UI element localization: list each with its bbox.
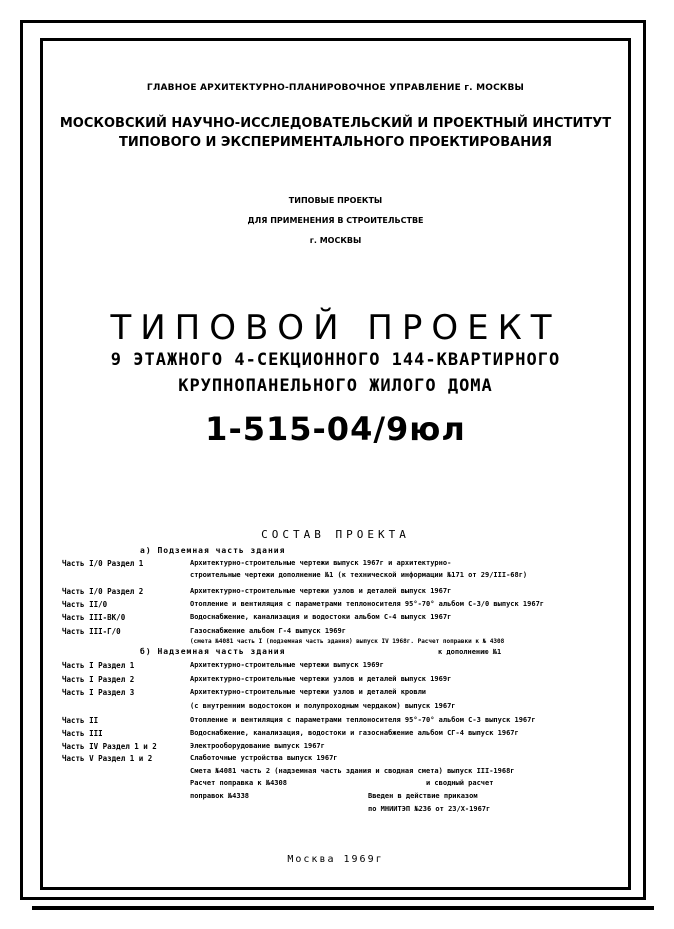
- series-line-2: ДЛЯ ПРИМЕНЕНИЯ В СТРОИТЕЛЬСТВЕ: [247, 216, 424, 225]
- section-b-row: [62, 742, 622, 754]
- row-text: (с внутренним водостоком и полупроходным чердаком) выпуск 1967г: [190, 702, 456, 710]
- section-a-row: [62, 571, 622, 583]
- row-text: строительные чертежи дополнение №1 (к технической информации №171 от 29/III-68г): [190, 571, 528, 579]
- project-title: ТИПОВОЙ ПРОЕКТ: [110, 308, 561, 348]
- frame-shadow: [32, 906, 654, 910]
- amendments-note: поправок №4338: [190, 792, 250, 800]
- row-text: Слаботочные устройства выпуск 1967г: [190, 754, 338, 762]
- row-part: Часть I/0 Раздел 1: [62, 559, 144, 568]
- section-b-row: [62, 767, 622, 779]
- order-line-2: по МНИИТЭП №236 от 23/X-1967г: [368, 805, 491, 813]
- section-a-row: [62, 600, 622, 612]
- project-code: 1-515-04/9юл: [205, 410, 466, 448]
- section-b-row: [62, 702, 622, 714]
- institute-line-1: МОСКОВСКИЙ НАУЧНО-ИССЛЕДОВАТЕЛЬСКИЙ И ПРОЕКТНЫЙ ИНСТИТУТ: [59, 116, 612, 131]
- section-b-row: [62, 729, 622, 741]
- composition-heading: СОСТАВ ПРОЕКТА: [261, 528, 410, 541]
- section-a-row: [62, 559, 622, 571]
- row-text: Архитектурно-строительные чертежи выпуск 1969г: [190, 661, 384, 669]
- row-part: Часть I Раздел 1: [62, 661, 135, 670]
- row-text: Отопление и вентиляция с параметрами теплоносителя 95°-70° альбом С-3 выпуск 1967г: [190, 716, 536, 724]
- section-a-row: [62, 587, 622, 599]
- series-line-1: ТИПОВЫЕ ПРОЕКТЫ: [288, 196, 383, 205]
- section-b-row: [62, 716, 622, 728]
- project-subtitle-1: 9 ЭТАЖНОГО 4-СЕКЦИОННОГО 144-КВАРТИРНОГО: [110, 350, 561, 370]
- section-b-row: [62, 754, 622, 766]
- directorate-heading: ГЛАВНОЕ АРХИТЕКТУРНО-ПЛАНИРОВОЧНОЕ УПРАВЛЕНИЕ г. МОСКВЫ: [146, 83, 525, 93]
- row-part: Часть V Раздел 1 и 2: [62, 754, 153, 763]
- row-text: Водоснабжение, канализация и водостоки альбом С-4 выпуск 1967г: [190, 613, 452, 621]
- row-part: Часть III: [62, 729, 103, 738]
- section-b-heading: б) Надземная часть здания: [140, 647, 286, 656]
- row-text: Архитектурно-строительные чертежи узлов и деталей выпуск 1969г: [190, 675, 452, 683]
- row-part: Часть II: [62, 716, 99, 725]
- section-b-row: [62, 661, 622, 673]
- row-text: Архитектурно-строительные чертежи узлов и деталей кровли: [190, 688, 427, 696]
- row-part: Часть IV Раздел 1 и 2: [62, 742, 157, 751]
- project-subtitle-2: КРУПНОПАНЕЛЬНОГО ЖИЛОГО ДОМА: [178, 376, 493, 396]
- row-part: Часть II/0: [62, 600, 108, 609]
- city-year: Москва 1969г: [287, 854, 384, 865]
- row-part: Часть I/0 Раздел 2: [62, 587, 144, 596]
- row-text: Архитектурно-строительные чертежи выпуск 1967г и архитектурно-: [190, 559, 452, 567]
- section-a-row: [62, 613, 622, 625]
- section-b-row: [62, 688, 622, 700]
- row-text: Архитектурно-строительные чертежи узлов и деталей выпуск 1967г: [190, 587, 452, 595]
- row-part: Часть I Раздел 3: [62, 688, 135, 697]
- consolidated-calculation: и сводный расчет: [426, 779, 494, 787]
- row-part: Часть III-Г/0: [62, 627, 121, 636]
- row-text: Расчет поправка к №4308: [190, 779, 287, 787]
- row-text: Отопление и вентиляция с параметрами теплоносителя 95°-70° альбом С-3/0 выпуск 1967г: [190, 600, 545, 608]
- section-b-row: [62, 779, 622, 791]
- estimate-note: (смета №4081 часть I (подземная часть здания) выпуск IV 1968г. Расчет поправки к № 4308: [190, 638, 505, 645]
- row-text: Газоснабжение альбом Г-4 выпуск 1969г: [190, 627, 346, 635]
- series-line-3: г. МОСКВЫ: [309, 236, 362, 245]
- row-text: Электрооборудование выпуск 1967г: [190, 742, 325, 750]
- institute-line-2: ТИПОВОГО И ЭКСПЕРИМЕНТАЛЬНОГО ПРОЕКТИРОВАНИЯ: [119, 135, 552, 150]
- row-part: Часть III-ВК/0: [62, 613, 126, 622]
- row-text: Смета №4081 часть 2 (надземная часть здания и сводная смета) выпуск III-1968г: [190, 767, 515, 775]
- section-a-heading: а) Подземная часть здания: [140, 546, 286, 555]
- order-line-1: Введен в действие приказом: [368, 792, 478, 800]
- section-b-row: [62, 675, 622, 687]
- row-text: Водоснабжение, канализация, водостоки и газоснабжение альбом СГ-4 выпуск 1967г: [190, 729, 519, 737]
- addendum-note: к дополнению №1: [438, 648, 502, 656]
- row-part: Часть I Раздел 2: [62, 675, 135, 684]
